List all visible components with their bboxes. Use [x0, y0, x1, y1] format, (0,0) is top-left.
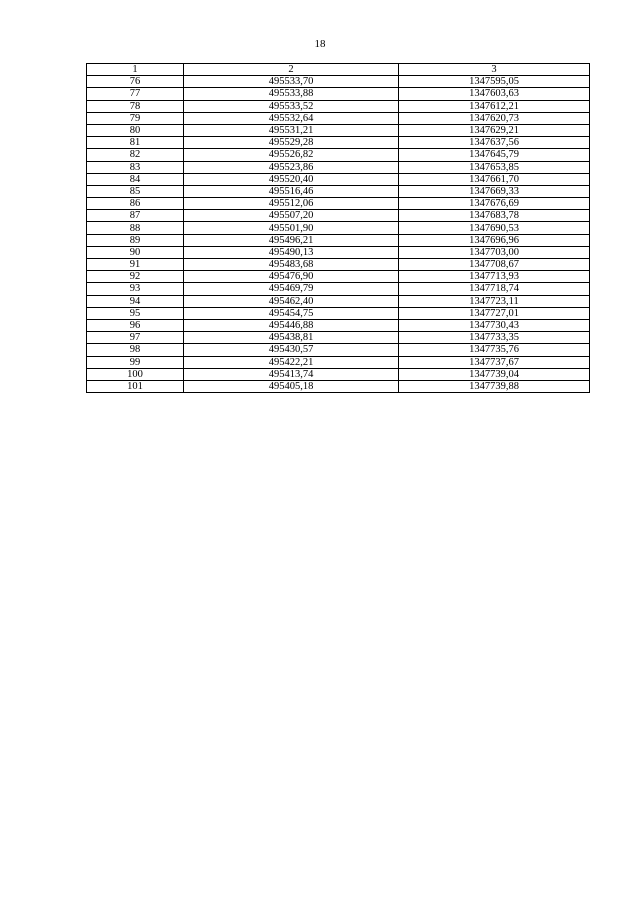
point-number-cell: 85: [87, 185, 184, 197]
point-number-cell: 101: [87, 380, 184, 392]
table-row: [87, 380, 590, 392]
x-coordinate-cell: 495533,88: [184, 88, 399, 100]
table-row: [87, 137, 590, 149]
y-coordinate-cell: 1347696,96: [399, 234, 590, 246]
point-number-cell: 84: [87, 173, 184, 185]
y-coordinate-cell: 1347690,53: [399, 222, 590, 234]
point-number-cell: 94: [87, 295, 184, 307]
x-coordinate-cell: 495422,21: [184, 356, 399, 368]
table-row: [87, 76, 590, 88]
y-coordinate-cell: 1347739,88: [399, 380, 590, 392]
x-coordinate-cell: 495483,68: [184, 259, 399, 271]
table-row: [87, 271, 590, 283]
table-row: [87, 259, 590, 271]
point-number-cell: 90: [87, 246, 184, 258]
x-coordinate-cell: 495490,13: [184, 246, 399, 258]
y-coordinate-cell: 1347645,79: [399, 149, 590, 161]
table-row: [87, 356, 590, 368]
table-row: [87, 344, 590, 356]
y-coordinate-cell: 1347629,21: [399, 124, 590, 136]
table-row: [87, 234, 590, 246]
x-coordinate-cell: 495501,90: [184, 222, 399, 234]
table-row: [87, 222, 590, 234]
y-coordinate-cell: 1347727,01: [399, 307, 590, 319]
point-number-cell: 76: [87, 76, 184, 88]
y-coordinate-cell: 1347595,05: [399, 76, 590, 88]
x-coordinate-cell: 495533,52: [184, 100, 399, 112]
y-coordinate-cell: 1347708,67: [399, 259, 590, 271]
y-coordinate-cell: 1347737,67: [399, 356, 590, 368]
point-number-cell: 83: [87, 161, 184, 173]
y-coordinate-cell: 1347620,73: [399, 112, 590, 124]
x-coordinate-cell: 495430,57: [184, 344, 399, 356]
table-row: [87, 185, 590, 197]
table-row: [87, 319, 590, 331]
x-coordinate-cell: 495446,88: [184, 319, 399, 331]
point-number-cell: 78: [87, 100, 184, 112]
point-number-cell: 88: [87, 222, 184, 234]
point-number-cell: 97: [87, 332, 184, 344]
x-coordinate-cell: 495469,79: [184, 283, 399, 295]
point-number-cell: 92: [87, 271, 184, 283]
x-coordinate-cell: 495529,28: [184, 137, 399, 149]
x-coordinate-cell: 495532,64: [184, 112, 399, 124]
point-number-cell: 80: [87, 124, 184, 136]
point-number-cell: 89: [87, 234, 184, 246]
point-number-cell: 91: [87, 259, 184, 271]
y-coordinate-cell: 1347676,69: [399, 198, 590, 210]
point-number-cell: 79: [87, 112, 184, 124]
table-row: [87, 88, 590, 100]
page-number: 18: [314, 38, 326, 50]
x-coordinate-cell: 495413,74: [184, 368, 399, 380]
table-row: [87, 124, 590, 136]
point-number-cell: 81: [87, 137, 184, 149]
y-coordinate-cell: 1347612,21: [399, 100, 590, 112]
table-row: [87, 283, 590, 295]
y-coordinate-cell: 1347713,93: [399, 271, 590, 283]
point-number-cell: 77: [87, 88, 184, 100]
y-coordinate-cell: 1347730,43: [399, 319, 590, 331]
y-coordinate-cell: 1347718,74: [399, 283, 590, 295]
point-number-cell: 82: [87, 149, 184, 161]
point-number-cell: 100: [87, 368, 184, 380]
x-coordinate-cell: 495520,40: [184, 173, 399, 185]
y-coordinate-cell: 1347661,70: [399, 173, 590, 185]
y-coordinate-cell: 1347637,56: [399, 137, 590, 149]
y-coordinate-cell: 1347723,11: [399, 295, 590, 307]
table-row: [87, 332, 590, 344]
x-coordinate-cell: 495531,21: [184, 124, 399, 136]
x-coordinate-cell: 495516,46: [184, 185, 399, 197]
x-coordinate-cell: 495462,40: [184, 295, 399, 307]
table-row: [87, 295, 590, 307]
column-header-1: 1: [87, 64, 184, 76]
table-header: [87, 64, 590, 76]
table-row: [87, 173, 590, 185]
table-body: [87, 76, 590, 393]
y-coordinate-cell: 1347669,33: [399, 185, 590, 197]
column-header-3: 3: [399, 64, 590, 76]
y-coordinate-cell: 1347735,76: [399, 344, 590, 356]
table-row: [87, 100, 590, 112]
point-number-cell: 98: [87, 344, 184, 356]
point-number-cell: 86: [87, 198, 184, 210]
table-row: [87, 246, 590, 258]
x-coordinate-cell: 495523,86: [184, 161, 399, 173]
x-coordinate-cell: 495512,06: [184, 198, 399, 210]
x-coordinate-cell: 495454,75: [184, 307, 399, 319]
x-coordinate-cell: 495476,90: [184, 271, 399, 283]
point-number-cell: 99: [87, 356, 184, 368]
y-coordinate-cell: 1347653,85: [399, 161, 590, 173]
table-row: [87, 161, 590, 173]
point-number-cell: 93: [87, 283, 184, 295]
header-row: [87, 64, 590, 76]
x-coordinate-cell: 495526,82: [184, 149, 399, 161]
coordinates-table: [86, 63, 590, 393]
table-row: [87, 307, 590, 319]
y-coordinate-cell: 1347683,78: [399, 210, 590, 222]
column-header-2: 2: [184, 64, 399, 76]
point-number-cell: 95: [87, 307, 184, 319]
table-row: [87, 368, 590, 380]
x-coordinate-cell: 495405,18: [184, 380, 399, 392]
x-coordinate-cell: 495533,70: [184, 76, 399, 88]
x-coordinate-cell: 495507,20: [184, 210, 399, 222]
y-coordinate-cell: 1347703,00: [399, 246, 590, 258]
point-number-cell: 87: [87, 210, 184, 222]
x-coordinate-cell: 495438,81: [184, 332, 399, 344]
table-row: [87, 149, 590, 161]
y-coordinate-cell: 1347603,63: [399, 88, 590, 100]
table-row: [87, 198, 590, 210]
point-number-cell: 96: [87, 319, 184, 331]
y-coordinate-cell: 1347739,04: [399, 368, 590, 380]
table-row: [87, 210, 590, 222]
y-coordinate-cell: 1347733,35: [399, 332, 590, 344]
table-row: [87, 112, 590, 124]
x-coordinate-cell: 495496,21: [184, 234, 399, 246]
